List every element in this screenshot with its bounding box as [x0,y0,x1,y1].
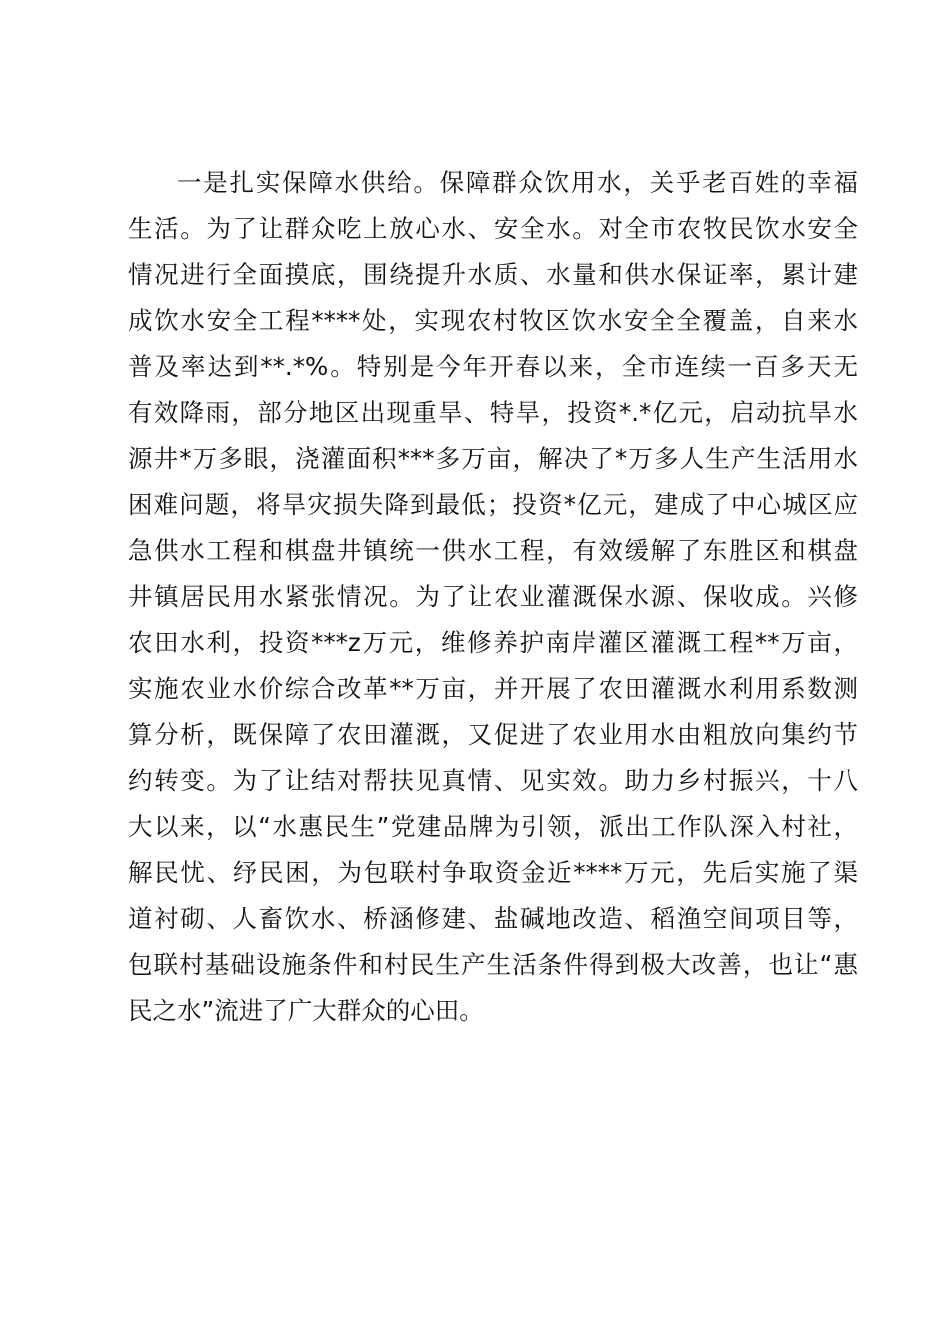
paragraph-line: 有效降雨，部分地区出现重旱、特旱，投资*.*亿元，启动抗旱水 [128,398,858,427]
paragraph-line: 解民忧、纾民困，为包联村争取资金近****万元，先后实施了渠 [128,858,858,887]
paragraph-line: 民之水”流进了广大群众的心田。 [128,996,484,1025]
paragraph-line: 实施农业水价综合改革**万亩，并开展了农田灌溉水利用系数测 [128,674,858,703]
body-paragraph [128,160,858,1034]
paragraph-line: 急供水工程和棋盘井镇统一供水工程，有效缓解了东胜区和棋盘 [128,536,858,565]
paragraph-line: 成饮水安全工程****处，实现农村牧区饮水安全全覆盖，自来水 [128,306,858,335]
paragraph-line: 大以来，以“水惠民生”党建品牌为引领，派出工作队深入村社， [128,812,858,841]
paragraph-line: 一是扎实保障水供给。保障群众饮用水，关乎老百姓的幸福 [177,168,858,197]
paragraph-line: 约转变。为了让结对帮扶见真情、见实效。助力乡村振兴，十八 [128,766,858,795]
paragraph-line: 包联村基础设施条件和村民生产生活条件得到极大改善，也让“惠 [128,950,858,979]
paragraph-line: 算分析，既保障了农田灌溉，又促进了农业用水由粗放向集约节 [128,720,858,749]
paragraph-line: 普及率达到**.*%。特别是今年开春以来，全市连续一百多天无 [128,352,858,381]
paragraph-line: 情况进行全面摸底，围绕提升水质、水量和供水保证率，累计建 [128,260,858,289]
paragraph-line: 困难问题，将旱灾损失降到最低；投资*亿元，建成了中心城区应 [128,490,858,519]
paragraph-line: 源井*万多眼，浇灌面积***多万亩，解决了*万多人生产生活用水 [128,444,858,473]
paragraph-line: 井镇居民用水紧张情况。为了让农业灌溉保水源、保收成。兴修 [128,582,858,611]
paragraph-line: 生活。为了让群众吃上放心水、安全水。对全市农牧民饮水安全 [128,214,858,243]
paragraph-line: 道衬砌、人畜饮水、桥涵修建、盐碱地改造、稻渔空间项目等， [128,904,858,933]
paragraph-line: 农田水利，投资***z万元，维修养护南岸灌区灌溉工程**万亩， [128,628,858,657]
